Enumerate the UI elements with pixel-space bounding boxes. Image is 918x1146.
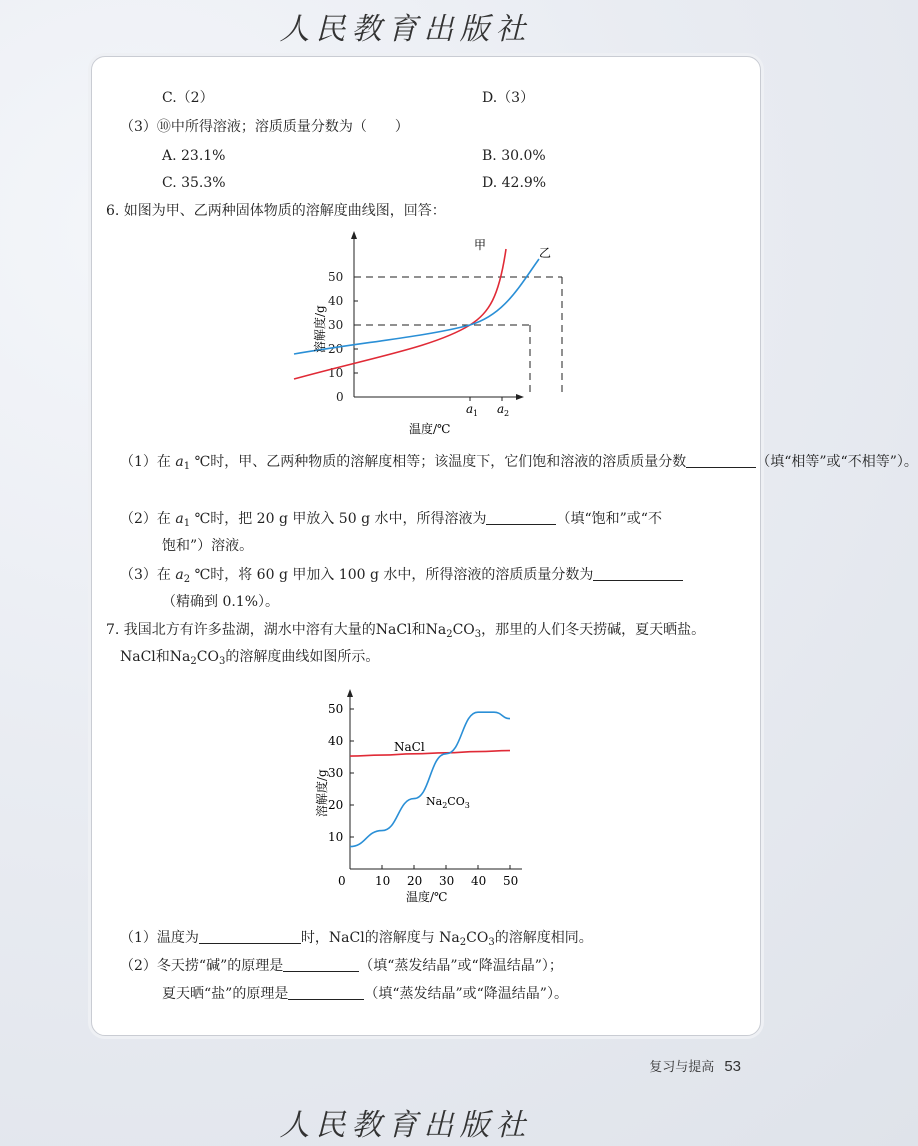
chart2-ytick-50: 50 [328, 702, 344, 716]
answer-blank-3[interactable] [593, 566, 683, 581]
q5-choice-b: B. 30.0% [482, 148, 546, 164]
chart2-ytick-30: 30 [328, 766, 344, 780]
q5-option-d: D.（3） [482, 90, 535, 106]
chart2-xtick-40: 40 [471, 874, 487, 888]
page-footer [649, 1056, 741, 1075]
chart1-ylabel: 溶解度/g [313, 305, 327, 353]
chart2-xtick-50: 50 [503, 874, 519, 888]
chart1-ytick-0: 0 [336, 390, 344, 404]
chart2-xtick-20: 20 [407, 874, 423, 888]
q7-stem-line2: NaCl和$Na_2CO_3$的溶解度曲线如图所示。 [120, 649, 380, 667]
chart1-xtick-a1: a [466, 402, 474, 416]
series-label-yi: 乙 [539, 246, 552, 260]
svg-text:1: 1 [473, 409, 479, 418]
footer-label: 复习与提高 [649, 1060, 715, 1075]
q7-sub3: 夏天晒“盐”的原理是 （填“蒸发结晶”或“降温结晶”）。 [162, 986, 568, 1002]
q5-choice-c: C. 35.3% [162, 175, 226, 191]
q7-sub1: （1）温度为 时，NaCl的溶解度与 $Na_2CO_3$的溶解度相同。 [120, 930, 593, 948]
chart1-xlabel: 温度/℃ [409, 422, 451, 436]
chart2-ylabel: 溶解度/g [315, 769, 329, 817]
svg-text:2: 2 [504, 409, 510, 418]
series-label-jia: 甲 [474, 238, 487, 252]
publisher-logo-footer: 人民教育出版社 [279, 1108, 532, 1143]
answer-blank-6[interactable] [288, 985, 364, 1000]
answer-blank-1[interactable] [686, 453, 756, 468]
chart2-xtick-10: 10 [375, 874, 391, 888]
q5-choice-a: A. 23.1% [162, 148, 226, 164]
publisher-logo-header: 人民教育出版社 [279, 12, 532, 47]
series-label-nacl: NaCl [394, 740, 425, 754]
exercise-card [91, 56, 918, 1036]
q5-choice-d: D. 42.9% [482, 175, 547, 191]
q7-stem-line1: 7. 我国北方有许多盐湖，湖水中溶有大量的NaCl和$Na_2CO_3$，那里的人们冬天捞碱，夏天晒盐。 [106, 622, 706, 640]
chart1-ytick-10: 10 [328, 366, 344, 380]
q5-option-c: C.（2） [162, 90, 214, 106]
curve-nacl [350, 751, 510, 756]
q6-line3-cont: （精确到 0.1%）。 [162, 594, 280, 610]
q7-sub2: （2）冬天捞“碱”的原理是 （填“蒸发结晶”或“降温结晶”）； [120, 958, 563, 974]
answer-blank-5[interactable] [283, 957, 359, 972]
chart2-ytick-40: 40 [328, 734, 344, 748]
chart2-ytick-20: 20 [328, 798, 344, 812]
chart1-xtick-a2: a [497, 402, 505, 416]
chart2-ytick-10: 10 [328, 830, 344, 844]
chart1-ytick-50: 50 [328, 270, 344, 284]
solubility-chart-nacl-na2co3 [314, 687, 534, 907]
q6-line1: （1）在 $a_1$ ℃时，甲、乙两种物质的溶解度相等；该温度下，它们饱和溶液的溶质质量分数 （填“相等”或“不相等”）。 [120, 454, 918, 472]
curve-na2co3 [350, 712, 510, 846]
series-label-na2co3: $Na_2CO_3$ [426, 795, 470, 810]
chart1-ytick-20: 20 [328, 342, 344, 356]
chart1-ytick-30: 30 [328, 318, 344, 332]
chart2-xlabel: 温度/℃ [406, 890, 448, 904]
q5-subquestion-3: （3）⑩中所得溶液；溶质质量分数为（ ） [120, 119, 409, 135]
q6-stem: 6. 如图为甲、乙两种固体物质的溶解度曲线图，回答： [106, 203, 446, 219]
chart2-xtick-30: 30 [439, 874, 455, 888]
chart1-ytick-40: 40 [328, 294, 344, 308]
answer-blank-2[interactable] [486, 510, 556, 525]
chart2-xtick-0: 0 [338, 874, 346, 888]
page-number: 53 [724, 1058, 741, 1075]
q6-line3: （3）在 $a_2$ ℃时，将 60 g 甲加入 100 g 水中，所得溶液的溶质质量分数为 [120, 565, 683, 590]
q6-line2: （2）在 $a_1$ ℃时，把 20 g 甲放入 50 g 水中，所得溶液为 （填“饱和”或“不 [120, 511, 662, 529]
q6-line2-cont: 饱和”）溶液。 [162, 538, 254, 554]
answer-blank-4[interactable] [199, 929, 301, 944]
solubility-chart-jia-yi [313, 227, 552, 437]
